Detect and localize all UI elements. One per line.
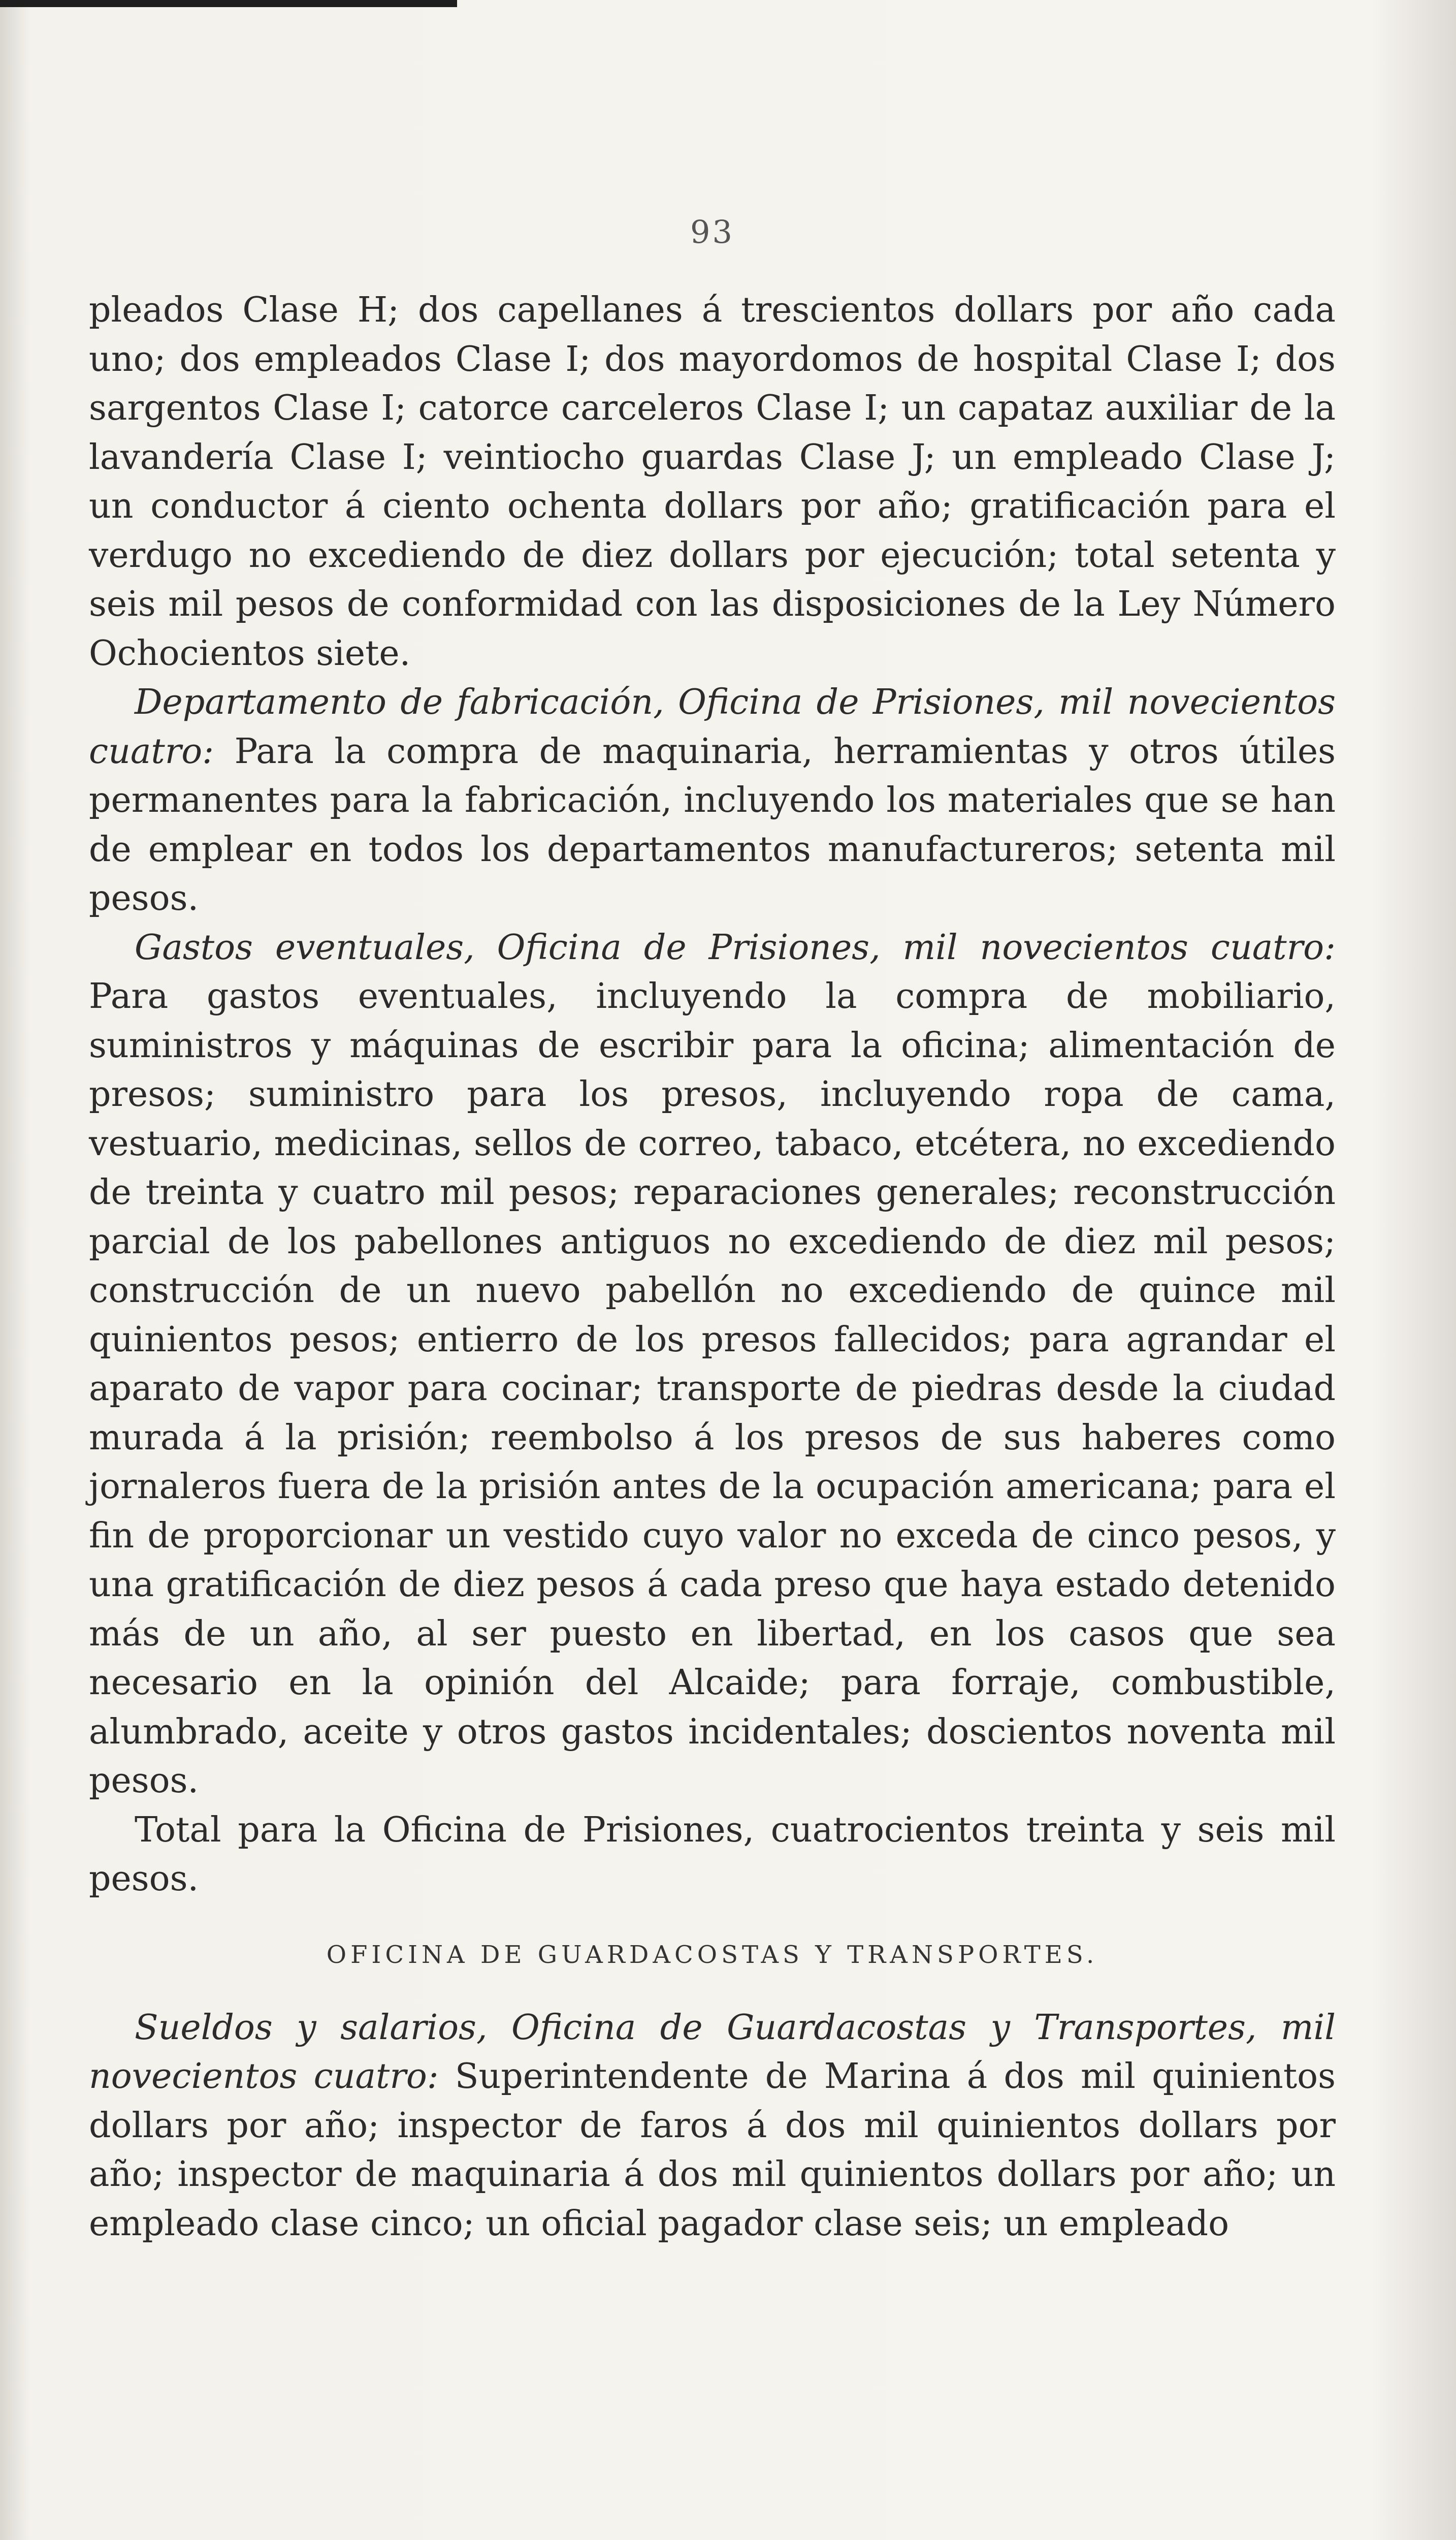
paragraph-title: Sueldos y salarios, Oficina de Guardacostas y Transportes, mil novecientos cuatro: (89, 2007, 1336, 2097)
paragraph-body: Superintendente de Marina á dos mil quinientos dollars por año; inspector de faros á dos mil quinientos dollars por año; inspector de maquinaria á dos mil quinientos dollars por año; un empleado clase cinco; un oficial pagador clase seis; un empleado (89, 2056, 1336, 2244)
section-heading: OFICINA DE GUARDACOSTAS Y TRANSPORTES. (326, 1940, 1098, 1969)
paragraph-coastguard-salaries (89, 2004, 1336, 2249)
document-page (89, 213, 1336, 2248)
paragraph-title: Gastos eventuales, Oficina de Prisiones, mil novecientos cuatro: (135, 927, 1336, 968)
paragraph-body: Para la compra de maquinaria, herramientas y otros útiles permanentes para la fabricación, incluyendo los materiales que se han de emplear en todos los departamentos manufactureros; setenta mil pesos. (89, 731, 1336, 918)
scan-top-edge (0, 0, 457, 7)
paragraph-title: Departamento de fabricación, Oficina de Prisiones, mil novecientos cuatro: (89, 682, 1336, 772)
paragraph-eventual-expenses (89, 924, 1336, 1806)
paragraph-prison-total: Total para la Oficina de Prisiones, cuatrocientos treinta y seis mil pesos. (89, 1809, 1336, 1899)
paragraph-prison-staff: pleados Clase H; dos capellanes á trescientos dollars por año cada uno; dos empleados Clase I; dos mayordomos de hospital Clase I; dos sargentos Clase I; catorce carceleros Clase I; un capataz auxiliar de la lavandería Clase I; veintiocho guardas Clase J; un empleado Clase J; un conductor á ciento ochenta dollars por año; gratificación para el verdugo no excediendo de diez dollars por ejecución; total setenta y seis mil pesos de conformidad con las disposiciones de la Ley Número Ochocientos siete. (89, 290, 1336, 674)
paragraph-body: Para gastos eventuales, incluyendo la compra de mobiliario, suministros y máquinas de escribir para la oficina; alimentación de presos; suministro para los presos, incluyendo ropa de cama, vestuario, medicinas, sellos de correo, tabaco, etcétera, no excediendo de treinta y cuatro mil pesos; reparaciones generales; reconstrucción parcial de los pabellones antiguos no excediendo de diez mil pesos; construcción de un nuevo pabellón no excediendo de quince mil quinientos pesos; entierro de los presos fallecidos; para agrandar el aparato de vapor para cocinar; transporte de piedras desde la ciudad murada á la prisión; reembolso á los presos de sus haberes como jornaleros fuera de la prisión antes de la ocupación americana; para el fin de proporcionar un vestido cuyo valor no exceda de cinco pesos, y una gratificación de diez pesos á cada preso que haya estado detenido más de un año, al ser puesto en libertad, en los casos que sea necesario en la opinión del Alcaide; para forraje, combustible, alumbrado, aceite y otros gastos incidentales; doscientos noventa mil pesos. (89, 976, 1336, 1801)
paragraph-fabrication-department (89, 678, 1336, 924)
page-number: 93 (690, 213, 734, 250)
